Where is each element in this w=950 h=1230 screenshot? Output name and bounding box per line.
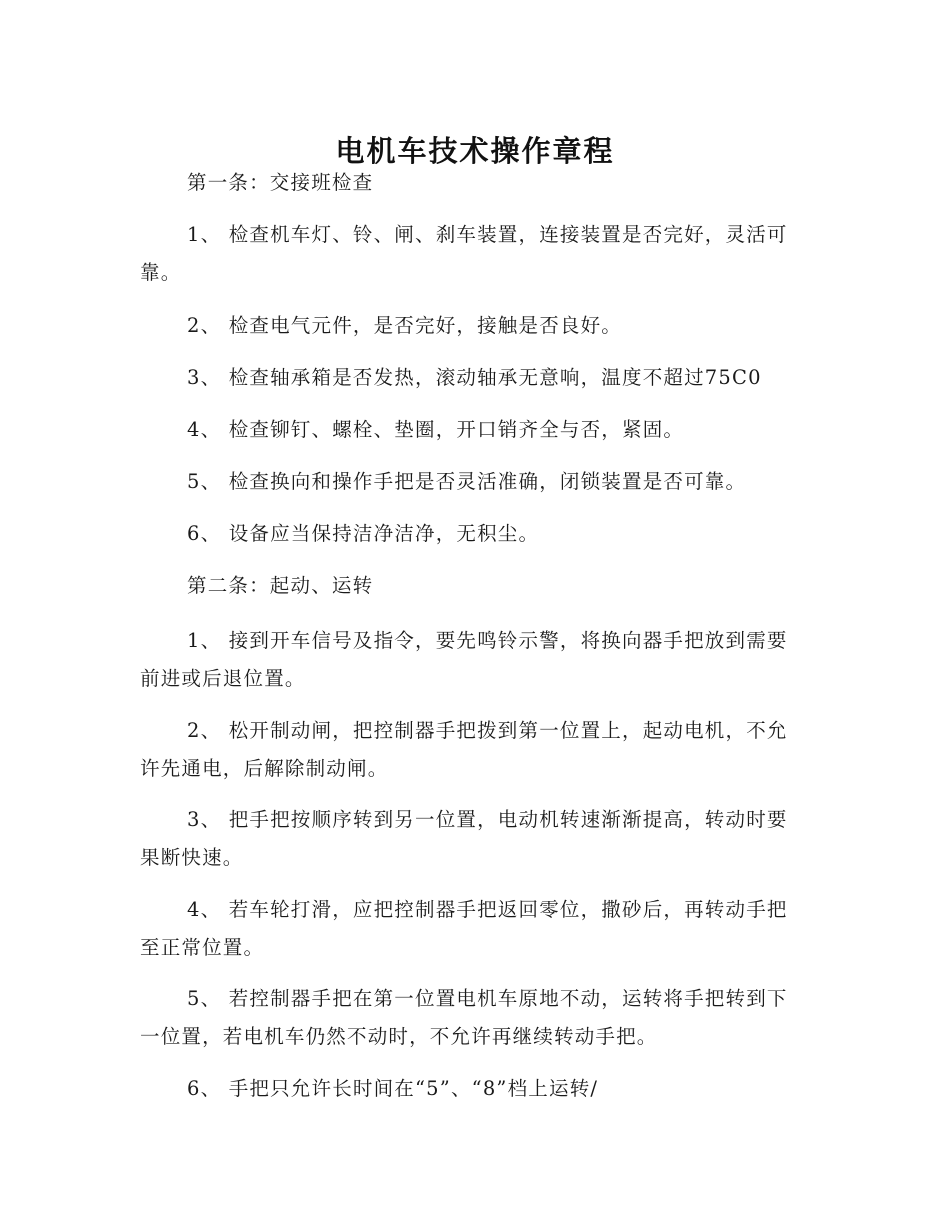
paragraph: 3、 检查轴承箱是否发热，滚动轴承无意响，温度不超过75C0 (187, 366, 762, 389)
paragraph: 2、 检查电气元件，是否完好，接触是否良好。 (187, 314, 623, 337)
section-heading: 第一条：交接班检查 (187, 171, 374, 194)
paragraph: 2、 松开制动闸，把控制器手把拨到第一位置上，起动电机，不允许先通电，后解除制动闸。 (140, 719, 788, 780)
paragraph: 6、 手把只允许长时间在“5”、“8”档上运转/ (187, 1077, 599, 1100)
paragraph: 5、 若控制器手把在第一位置电机车原地不动，运转将手把转到下一位置，若电机车仍然不动时，不允许再继续转动手把。 (140, 987, 788, 1048)
paragraph: 5、 检查换向和操作手把是否灵活准确，闭锁装置是否可靠。 (187, 470, 747, 493)
paragraph: 4、 检查铆钉、螺栓、垫圈，开口销齐全与否，紧固。 (187, 418, 685, 441)
document-title: 电机车技术操作章程 (335, 134, 615, 169)
paragraph: 1、 检查机车灯、铃、闸、刹车装置，连接装置是否完好，灵活可靠。 (140, 223, 788, 284)
paragraph: 6、 设备应当保持洁净洁净，无积尘。 (187, 522, 540, 545)
section-heading: 第二条：起动、运转 (187, 574, 374, 597)
paragraph: 4、 若车轮打滑，应把控制器手把返回零位，撒砂后，再转动手把至正常位置。 (140, 898, 788, 959)
paragraph: 1、 接到开车信号及指令，要先鸣铃示警，将换向器手把放到需要前进或后退位置。 (140, 629, 788, 690)
paragraph: 3、 把手把按顺序转到另一位置，电动机转速渐渐提高，转动时要果断快速。 (140, 808, 788, 869)
